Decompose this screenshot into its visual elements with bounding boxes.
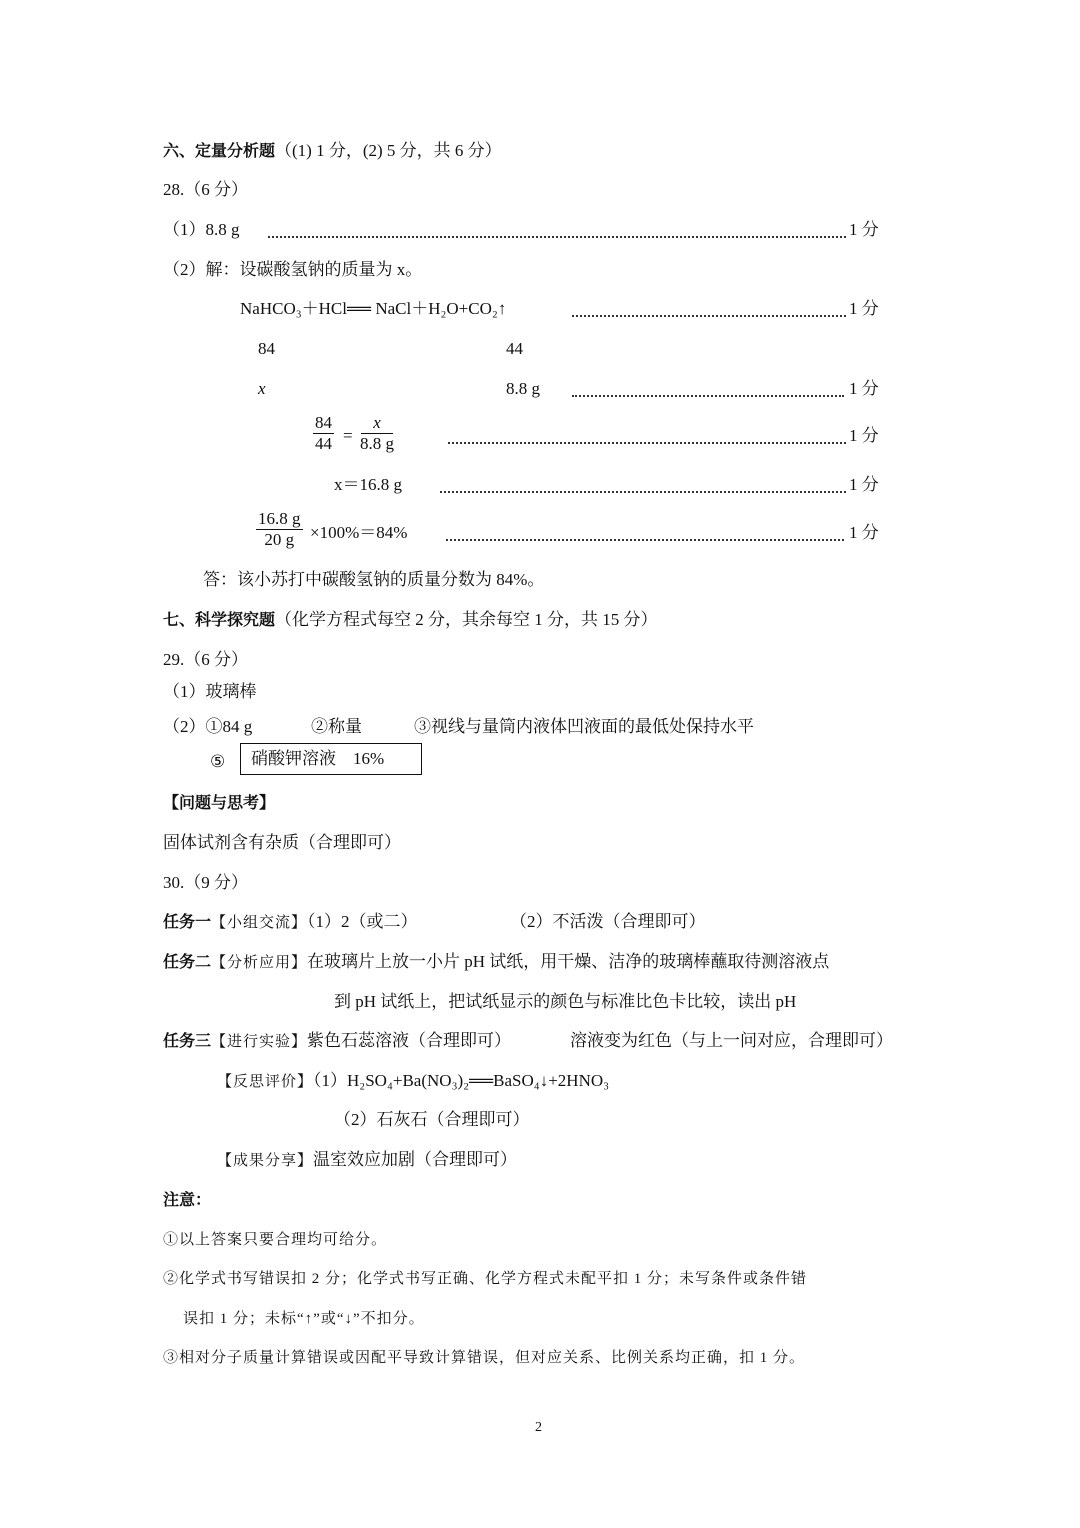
task-tag: 【小组交流】 <box>211 915 308 931</box>
numerator: x <box>361 413 393 434</box>
note-2: ②化学式书写错误扣 2 分；化学式书写正确、化学方程式未配平扣 1 分；未写条件或条件错 <box>163 1271 808 1287</box>
unknown-x: x <box>258 379 266 398</box>
q29-head: 29.（6 分） <box>163 650 248 669</box>
section-title: 六、定量分析题 <box>163 141 276 160</box>
score: 1 分 <box>849 523 879 542</box>
molar-mass-2: 44 <box>506 339 523 358</box>
note-1: ①以上答案只要合理均可给分。 <box>163 1232 388 1248</box>
task-answer: 在玻璃片上放一小片 pH 试纸，用干燥、洁净的玻璃棒蘸取待测溶液点 <box>307 952 830 971</box>
molar-mass-1: 84 <box>258 339 275 358</box>
percent-fraction <box>256 509 303 550</box>
note-3: ③相对分子质量计算错误或因配平导致计算错误，但对应关系、比例关系均正确，扣 1 分。 <box>163 1350 806 1366</box>
task-tag: 【成果分享】 <box>217 1153 314 1169</box>
reflection-2: （2）石灰石（合理即可） <box>334 1110 530 1129</box>
equals: = <box>343 426 353 445</box>
task-tag: 【进行实验】 <box>211 1034 308 1050</box>
sharing <box>217 1149 517 1172</box>
task-1 <box>163 911 418 934</box>
task-label: 任务二 <box>163 952 212 971</box>
section-6-heading <box>163 140 502 162</box>
percent-result: ×100%＝84% <box>310 523 408 542</box>
section-7-heading <box>163 609 658 631</box>
score: 1 分 <box>849 220 879 239</box>
dot-leader <box>448 442 846 444</box>
q29-part5: ⑤ <box>210 752 226 771</box>
dot-leader <box>446 539 844 541</box>
page-number: 2 <box>535 1420 542 1435</box>
q29-part2-b: ②称量 <box>311 717 362 736</box>
section-title: 七、科学探究题 <box>163 610 276 629</box>
numerator: 16.8 g <box>258 509 301 528</box>
q30-head: 30.（9 分） <box>163 873 248 892</box>
equation: NaHCO₃＋HCl══ NaCl＋H₂O+CO₂↑ <box>240 299 507 318</box>
task-tag: 【反思评价】 <box>217 1074 314 1090</box>
task-2-cont: 到 pH 试纸上，把试纸显示的颜色与标准比色卡比较，读出 pH <box>334 992 797 1011</box>
task-1-part2: （2）不活泼（合理即可） <box>510 912 706 931</box>
numerator: 84 <box>315 413 332 432</box>
note-2-cont: 误扣 1 分；未标“↑”或“↓”不扣分。 <box>183 1311 425 1327</box>
think-title: 【问题与思考】 <box>163 793 276 812</box>
label-box: 硝酸钾溶液 16% <box>240 743 422 775</box>
ratio-left <box>313 413 334 454</box>
sharing-answer: 温室效应加剧（合理即可） <box>313 1150 518 1169</box>
dot-leader <box>268 236 846 238</box>
task-3 <box>163 1030 511 1053</box>
q28-part1: （1）8.8 g <box>163 220 240 239</box>
denominator: 44 <box>315 434 332 453</box>
task-answer: （1）2（或二） <box>307 912 418 931</box>
score: 1 分 <box>849 426 879 445</box>
score: 1 分 <box>849 379 879 398</box>
score: 1 分 <box>849 299 879 318</box>
task-2 <box>163 951 829 974</box>
solution: x＝16.8 g <box>334 475 402 494</box>
section-note: （化学方程式每空 2 分，其余每空 1 分，共 15 分） <box>275 610 658 629</box>
task-tag: 【分析应用】 <box>211 955 308 971</box>
denominator: 8.8 g <box>360 434 394 453</box>
notes-title: 注意： <box>163 1190 212 1209</box>
reflection-1: （1）H₂SO₄+Ba(NO₃)₂══BaSO₄↓+2HNO₃ <box>313 1071 610 1090</box>
task-label: 任务三 <box>163 1031 212 1050</box>
dot-leader <box>572 315 846 317</box>
mass-value: 8.8 g <box>506 379 540 398</box>
section-note: （(1) 1 分，(2) 5 分，共 6 分） <box>275 141 502 160</box>
score: 1 分 <box>849 475 879 494</box>
reflection <box>217 1070 609 1093</box>
dot-leader <box>572 395 844 397</box>
q28-part2: （2）解：设碳酸氢钠的质量为 x。 <box>163 260 423 279</box>
think-answer: 固体试剂含有杂质（合理即可） <box>163 833 401 852</box>
q29-part1: （1）玻璃棒 <box>163 682 257 701</box>
q28-head: 28.（6 分） <box>163 180 248 199</box>
q28-answer: 答：该小苏打中碳酸氢钠的质量分数为 84%。 <box>203 570 545 589</box>
q29-part2-c: ③视线与量筒内液体凹液面的最低处保持水平 <box>414 717 754 736</box>
task-3-result: 溶液变为红色（与上一问对应，合理即可） <box>570 1031 893 1050</box>
denominator: 20 g <box>264 530 295 549</box>
q29-part2-a: （2）①84 g <box>163 717 253 736</box>
task-label: 任务一 <box>163 912 212 931</box>
task-answer: 紫色石蕊溶液（合理即可） <box>307 1031 512 1050</box>
ratio-right <box>360 413 394 454</box>
dot-leader <box>440 491 846 493</box>
